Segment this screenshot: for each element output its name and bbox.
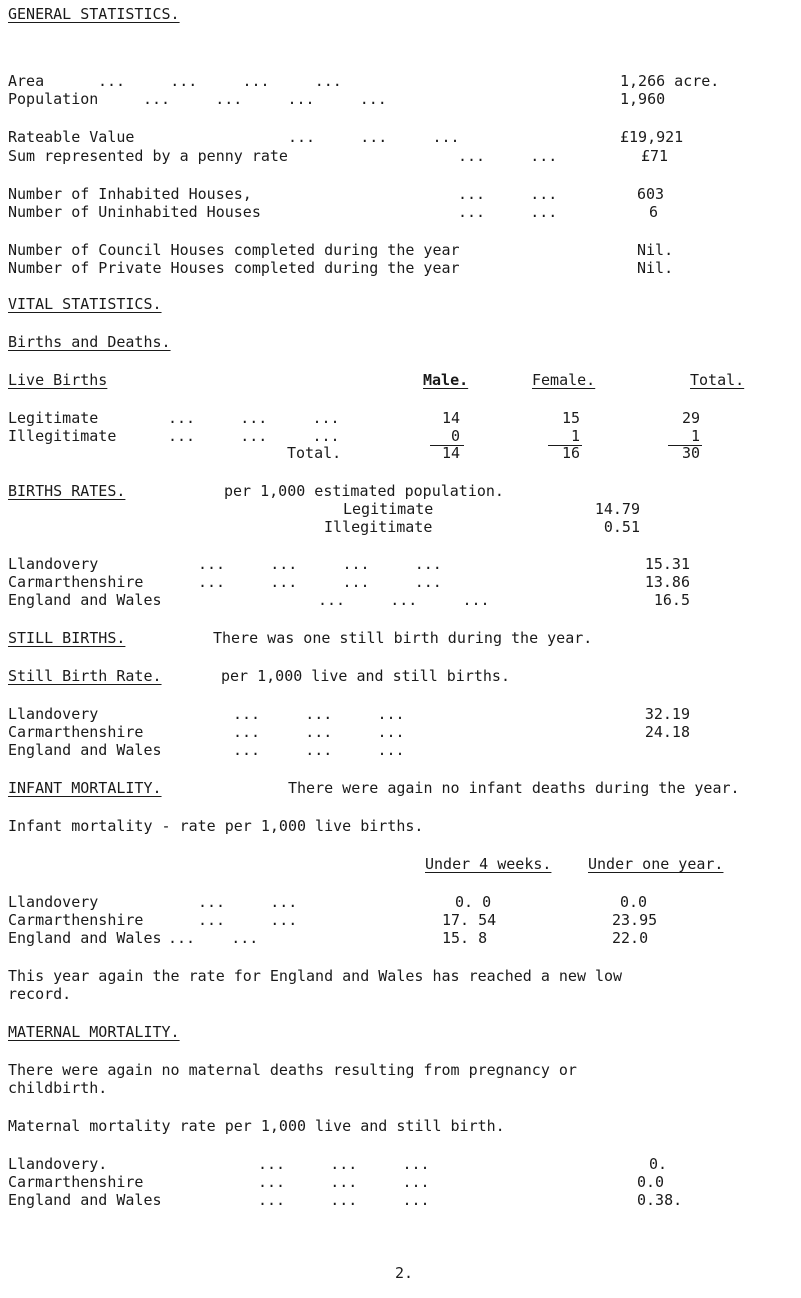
leader-dots: ... ... ... [233, 741, 405, 759]
leader-dots: ... ... ... [233, 723, 405, 741]
penny-rate-label: Sum represented by a penny rate [8, 147, 288, 165]
legitimate-female: 15 [561, 409, 580, 427]
area-label: Area [8, 72, 45, 90]
birth-illegit-value: 0.51 [603, 518, 640, 536]
still-births-text: There was one still birth during the year. [213, 629, 593, 647]
illegitimate-total: 1 [690, 427, 700, 445]
infant-row-label: Carmarthenshire [8, 911, 144, 929]
birth-rates-heading: BIRTHS RATES. [8, 482, 126, 500]
illegitimate-label: Illegitimate [8, 427, 117, 445]
maternal-row-value: 0.38. [637, 1191, 683, 1209]
col-under-one-year: Under one year. [588, 855, 724, 873]
illegitimate-male: 0 [450, 427, 460, 445]
maternal-row-value: 0. [649, 1155, 668, 1173]
birth-rate-row-label: England and Wales [8, 591, 162, 609]
leader-dots: ... ... ... ... [198, 573, 442, 591]
col-female: Female. [532, 371, 596, 389]
leader-dots: ... ... [198, 893, 298, 911]
maternal-mortality-heading: MATERNAL MORTALITY. [8, 1023, 180, 1041]
total-female: 16 [561, 444, 580, 462]
uninhabited-label: Number of Uninhabited Houses [8, 203, 261, 221]
infant-row-year: 0.0 [620, 893, 648, 911]
still-rate-row-label: Llandovery [8, 705, 99, 723]
legitimate-label: Legitimate [8, 409, 99, 427]
infant-row-label: Llandovery [8, 893, 99, 911]
vital-statistics-heading: VITAL STATISTICS. [8, 295, 162, 313]
infant-row-4weeks: 0. 0 [455, 893, 492, 911]
leader-dots: ... ... ... [233, 705, 405, 723]
total-male: 14 [441, 444, 460, 462]
infant-row-year: 23.95 [612, 911, 658, 929]
rateable-label: Rateable Value [8, 128, 135, 146]
still-births-heading: STILL BIRTHS. [8, 629, 126, 647]
maternal-rate-line: Maternal mortality rate per 1,000 live and still birth. [8, 1117, 505, 1135]
leader-dots: ... ... [458, 185, 558, 203]
maternal-row-label: England and Wales [8, 1191, 162, 1209]
infant-row-4weeks: 15. 8 [442, 929, 488, 947]
leader-dots: ... ... ... [288, 128, 460, 146]
col-under-4-weeks: Under 4 weeks. [425, 855, 552, 873]
births-deaths-heading: Births and Deaths. [8, 333, 171, 351]
still-rate-row-value: 32.19 [644, 705, 690, 723]
col-male: Male. [423, 371, 469, 389]
leader-dots: ... ... ... [168, 427, 340, 445]
legitimate-male: 14 [441, 409, 460, 427]
leader-dots: ... ... ... ... [198, 555, 442, 573]
population-label: Population [8, 90, 99, 108]
birth-legit-value: 14.79 [594, 500, 640, 518]
birth-rates-desc: per 1,000 estimated population. [224, 482, 504, 500]
birth-illegit-label: Illegitimate [324, 518, 433, 536]
infant-row-year: 22.0 [612, 929, 649, 947]
infant-note-cont: record. [8, 985, 72, 1003]
illegitimate-female: 1 [570, 427, 580, 445]
leader-dots: ... ... [458, 147, 558, 165]
uninhabited-value: 6 [649, 203, 659, 221]
total-total: 30 [681, 444, 700, 462]
leader-dots: ... ... [458, 203, 558, 221]
infant-mortality-heading: INFANT MORTALITY. [8, 779, 162, 797]
still-rate-row-value: 24.18 [644, 723, 690, 741]
leader-dots: ... ... ... ... [98, 72, 342, 90]
infant-row-label: England and Wales [8, 929, 162, 947]
leader-dots: ... ... ... [318, 591, 490, 609]
council-houses-value: Nil. [637, 241, 674, 259]
birth-rate-row-label: Llandovery [8, 555, 99, 573]
still-birth-rate-heading: Still Birth Rate. [8, 667, 162, 685]
leader-dots: ... ... ... ... [143, 90, 387, 108]
rateable-value: £19,921 [620, 128, 684, 146]
maternal-row-label: Carmarthenshire [8, 1173, 144, 1191]
population-value: 1,960 [620, 90, 666, 108]
leader-dots: ... ... ... [258, 1191, 430, 1209]
infant-note: This year again the rate for England and Wales has reached a new low [8, 967, 623, 985]
private-houses-value: Nil. [637, 259, 674, 277]
council-houses-label: Number of Council Houses completed during the year [8, 241, 460, 259]
col-total: Total. [690, 371, 745, 389]
infant-rate-line: Infant mortality - rate per 1,000 live births. [8, 817, 424, 835]
still-rate-row-label: Carmarthenshire [8, 723, 144, 741]
leader-dots: ... ... ... [168, 409, 340, 427]
birth-rate-row-value: 15.31 [644, 555, 690, 573]
birth-rate-row-label: Carmarthenshire [8, 573, 144, 591]
infant-row-4weeks: 17. 54 [442, 911, 497, 929]
leader-dots: ... ... ... [258, 1155, 430, 1173]
still-rate-row-label: England and Wales [8, 741, 162, 759]
leader-dots: ... ... [168, 929, 259, 947]
birth-legit-label: Legitimate [343, 500, 434, 518]
inhabited-value: 603 [637, 185, 665, 203]
birth-rate-row-value: 16.5 [653, 591, 690, 609]
maternal-text: There were again no maternal deaths resulting from pregnancy or [8, 1061, 577, 1079]
live-births-heading: Live Births [8, 371, 108, 389]
inhabited-label: Number of Inhabited Houses, [8, 185, 252, 203]
private-houses-label: Number of Private Houses completed during the year [8, 259, 460, 277]
maternal-text-cont: childbirth. [8, 1079, 108, 1097]
total-label: Total. [287, 444, 342, 462]
maternal-row-value: 0.0 [637, 1173, 665, 1191]
maternal-row-label: Llandovery. [8, 1155, 108, 1173]
leader-dots: ... ... ... [258, 1173, 430, 1191]
infant-mortality-text: There were again no infant deaths during the year. [288, 779, 740, 797]
page-number: 2. [395, 1264, 414, 1282]
penny-rate-value: £71 [641, 147, 669, 165]
page-heading: GENERAL STATISTICS. [8, 5, 180, 23]
leader-dots: ... ... [198, 911, 298, 929]
birth-rate-row-value: 13.86 [644, 573, 690, 591]
legitimate-total: 29 [681, 409, 700, 427]
still-birth-rate-desc: per 1,000 live and still births. [221, 667, 510, 685]
area-value: 1,266 acre. [620, 72, 720, 90]
